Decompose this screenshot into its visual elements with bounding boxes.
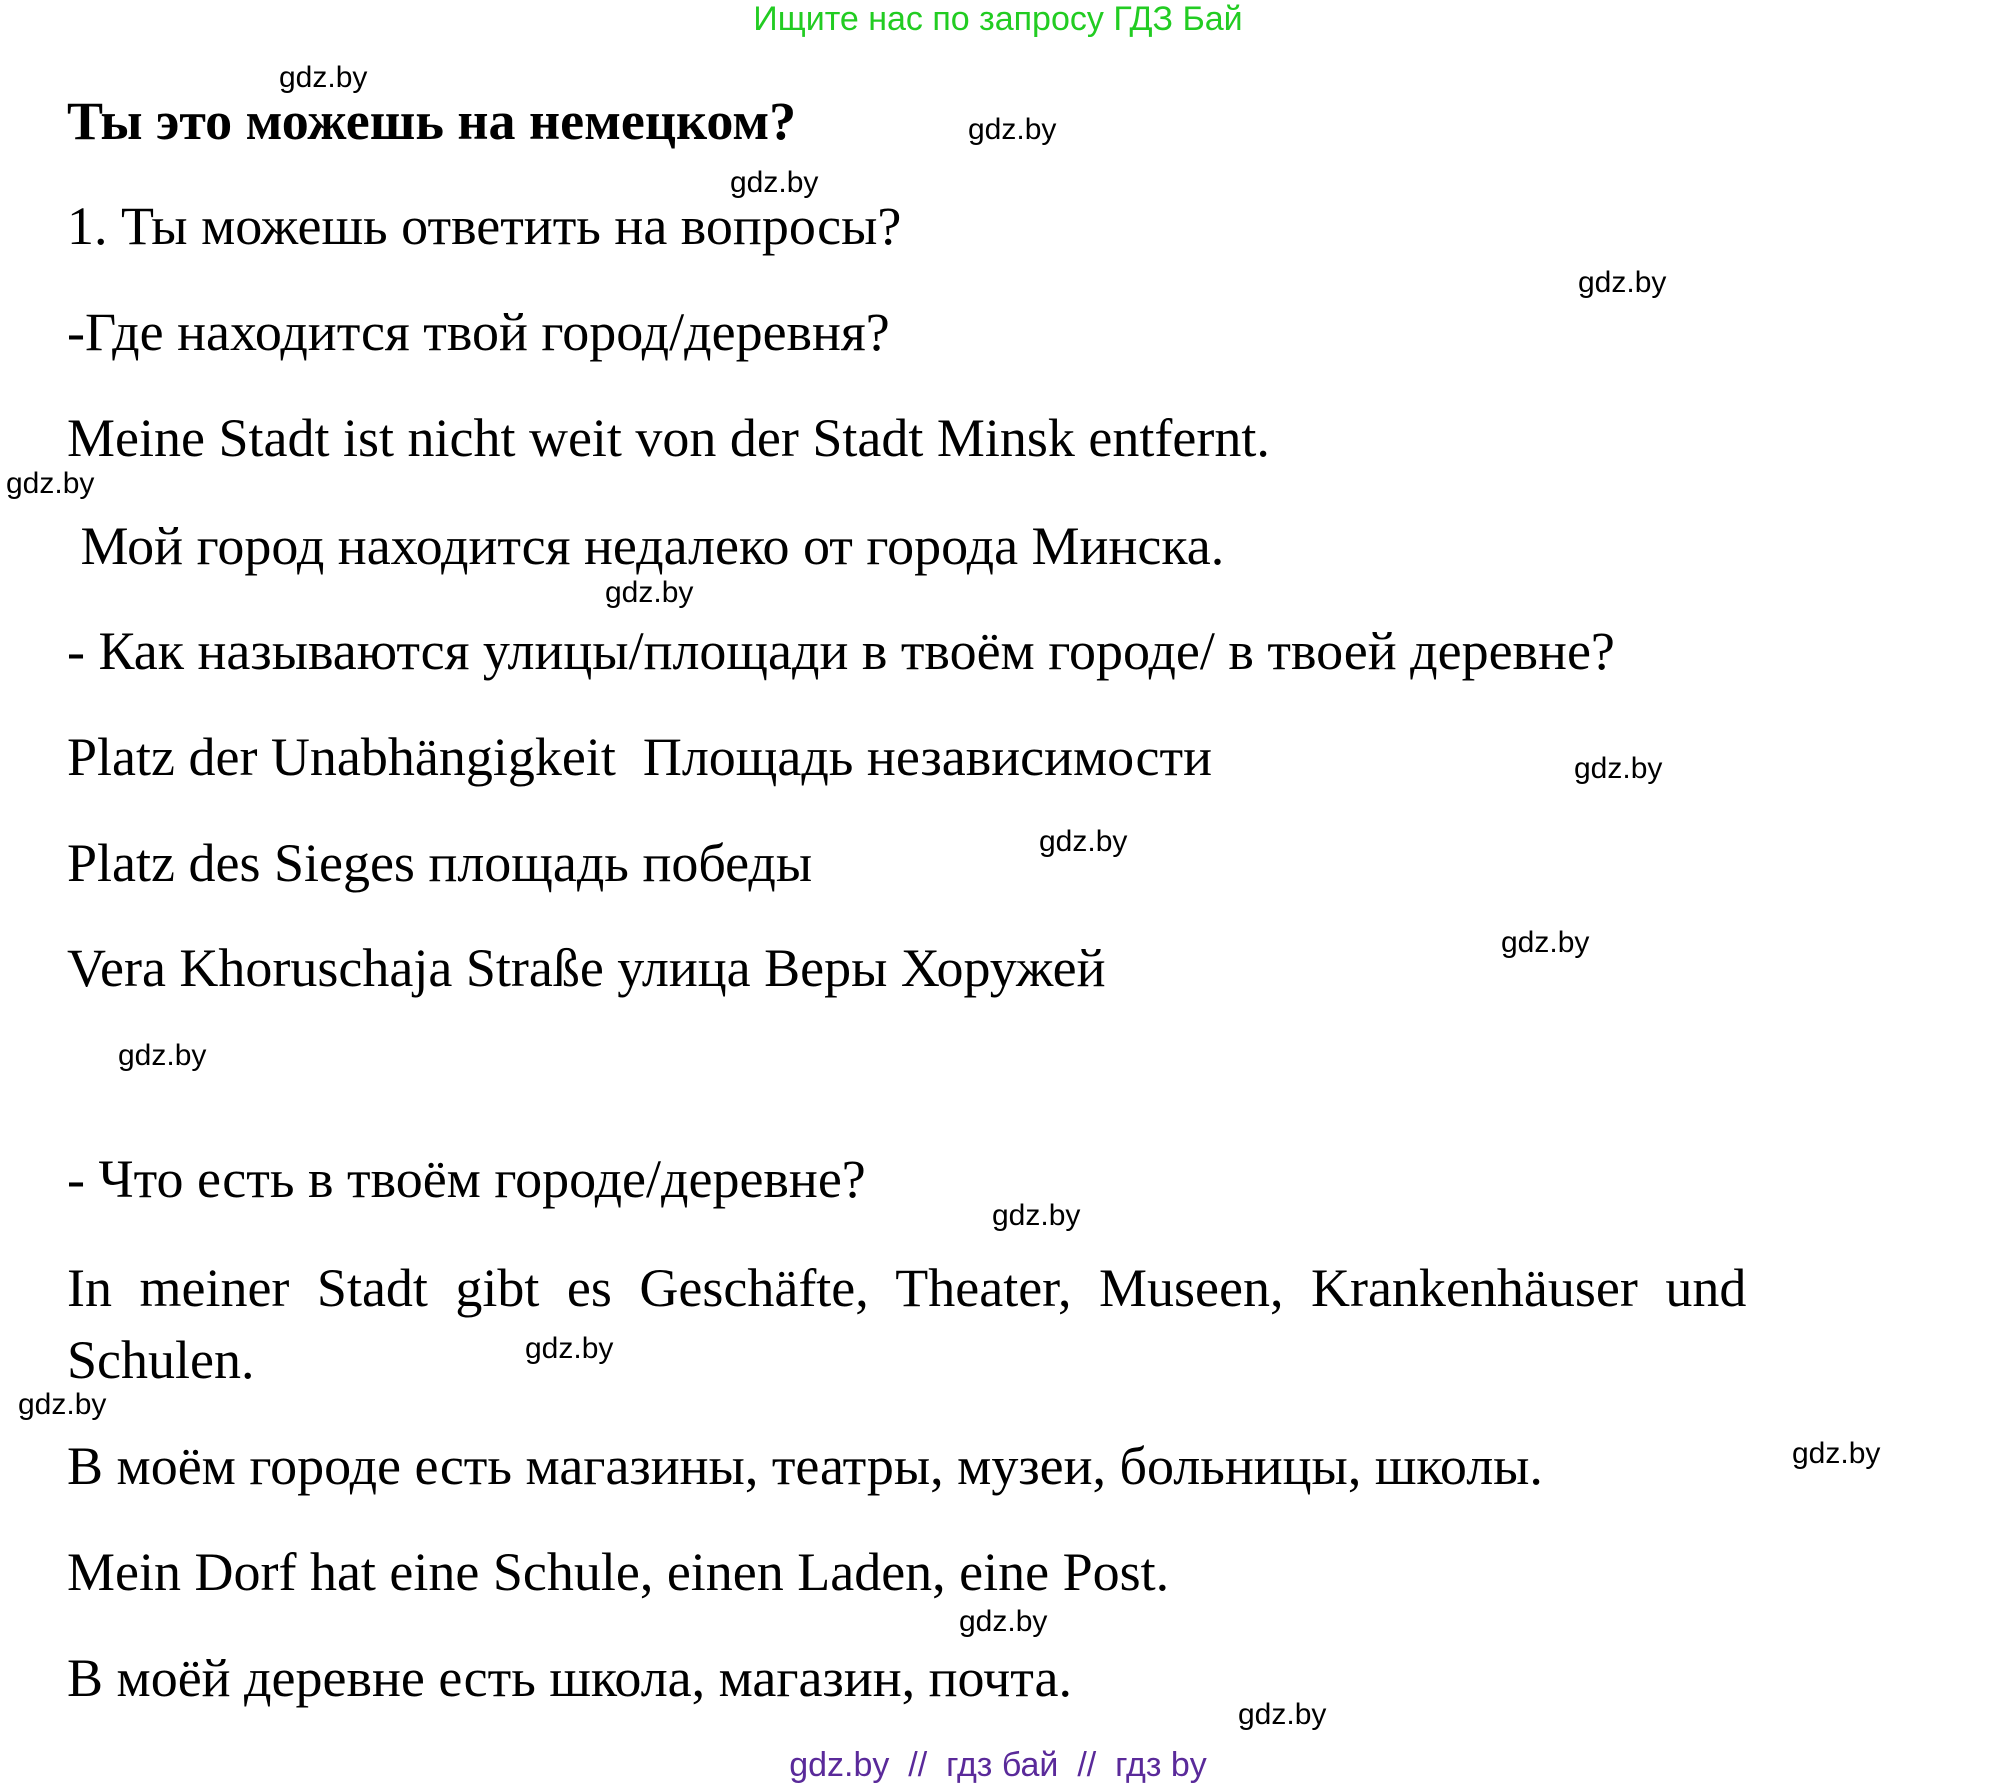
question-heading: 1. Ты можешь ответить на вопросы? <box>67 196 902 256</box>
answer-text: Meine Stadt ist nicht weit von der Stadt Minsk entfernt. <box>67 408 1270 468</box>
watermark: gdz.by <box>1238 1698 1327 1731</box>
watermark: gdz.by <box>279 61 368 94</box>
watermark: gdz.by <box>118 1039 207 1072</box>
watermark: gdz.by <box>525 1332 614 1365</box>
question-text: - Как называются улицы/площади в твоём городе/ в твоей деревне? <box>67 621 1615 681</box>
translation-text: Мой город находится недалеко от города Минска. <box>67 516 1225 576</box>
watermark: gdz.by <box>992 1199 1081 1232</box>
watermark: gdz.by <box>968 113 1057 146</box>
page-title: Ты это можешь на немецком? <box>67 91 797 151</box>
watermark: gdz.by <box>605 576 694 609</box>
answer-text: In meiner Stadt gibt es Geschäfte, Theater, Museen, Krankenhäuser und <box>67 1258 1747 1318</box>
watermark: gdz.by <box>1039 825 1128 858</box>
answer-text: Schulen. <box>67 1330 255 1390</box>
answer-text: Mein Dorf hat eine Schule, einen Laden, eine Post. <box>67 1542 1170 1602</box>
translation-text: В моёй деревне есть школа, магазин, почта. <box>67 1648 1073 1708</box>
watermark: gdz.by <box>1578 266 1667 299</box>
watermark: gdz.by <box>6 467 95 500</box>
question-text: -Где находится твой город/деревня? <box>67 302 890 362</box>
watermark: gdz.by <box>1574 752 1663 785</box>
watermark: gdz.by <box>1501 926 1590 959</box>
translation-text: В моём городе есть магазины, театры, музеи, больницы, школы. <box>67 1436 1543 1496</box>
question-text: - Что есть в твоём городе/деревне? <box>67 1149 866 1209</box>
watermark: gdz.by <box>730 166 819 199</box>
watermark: gdz.by <box>18 1388 107 1421</box>
answer-text: Platz des Sieges площадь победы <box>67 833 813 893</box>
search-banner: Ищите нас по запросу ГДЗ Бай <box>753 0 1243 38</box>
watermark: gdz.by <box>959 1605 1048 1638</box>
watermark: gdz.by <box>1792 1437 1881 1470</box>
footer-links: gdz.by // гдз бай // гдз by <box>789 1746 1207 1784</box>
answer-text: Vera Khoruschaja Straße улица Веры Хоружей <box>67 938 1106 998</box>
answer-text: Platz der Unabhängigkeit Площадь независимости <box>67 727 1212 787</box>
